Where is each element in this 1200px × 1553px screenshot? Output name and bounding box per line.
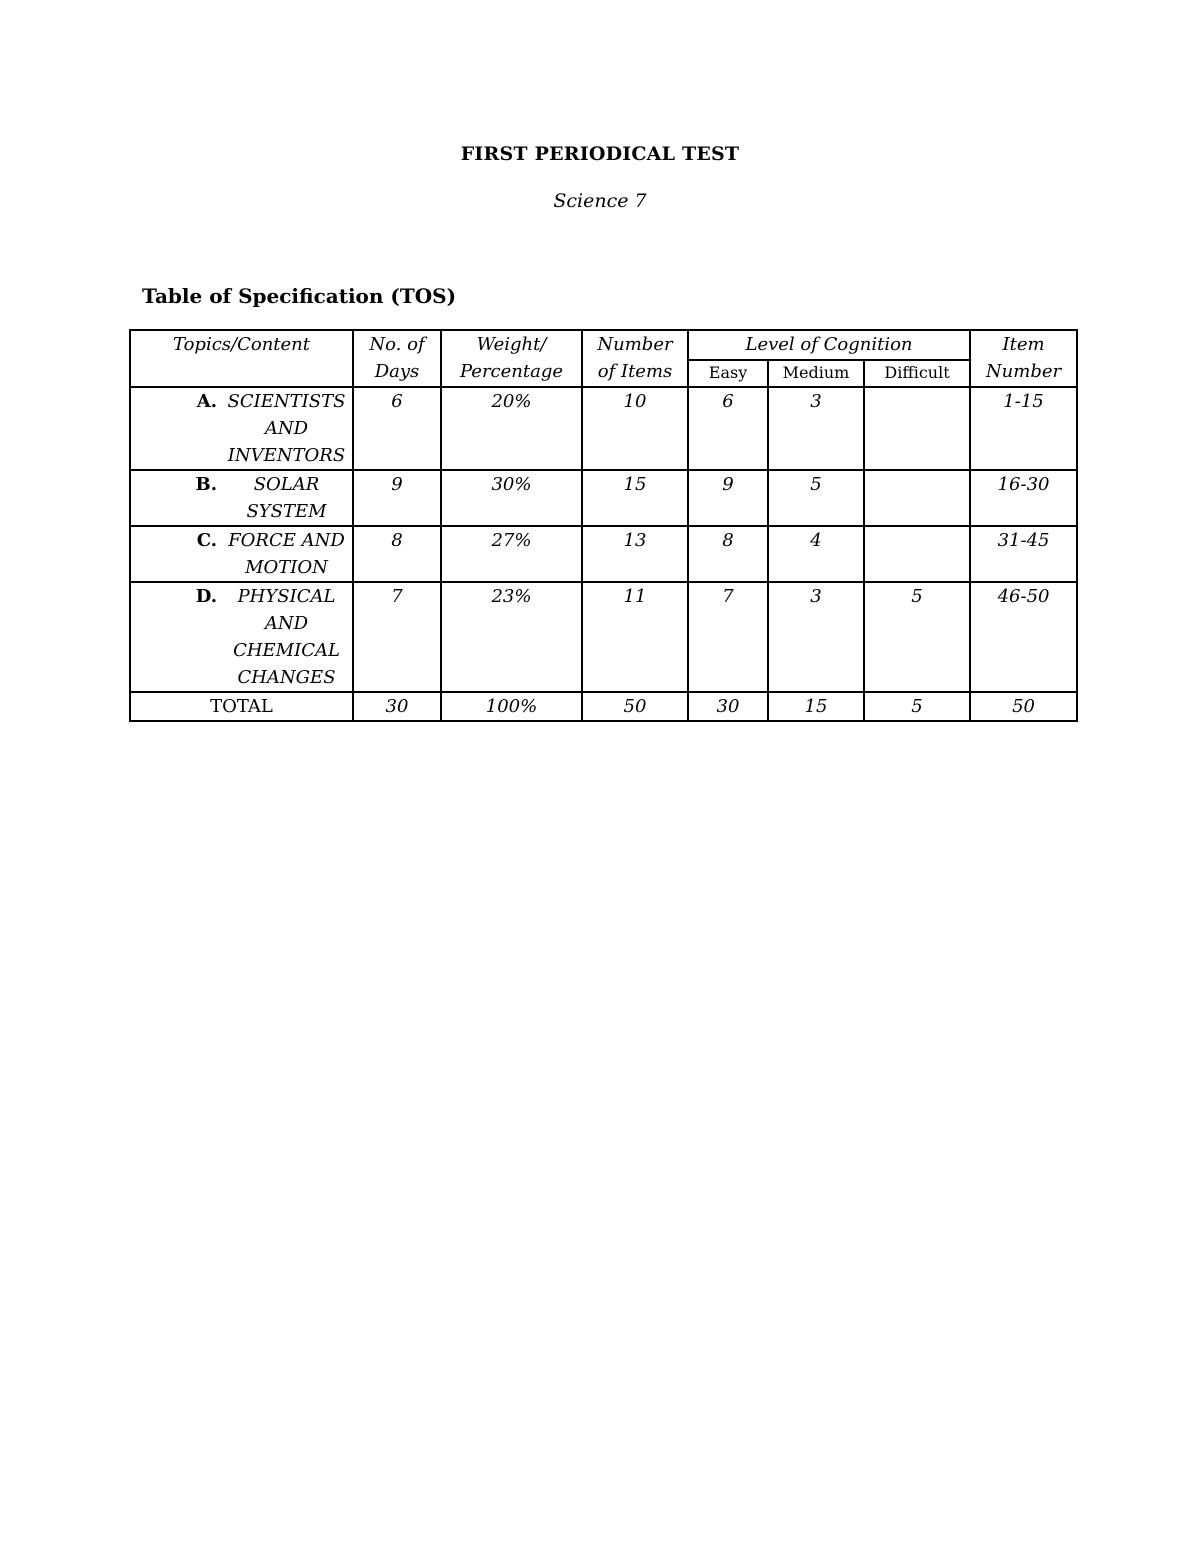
table-row <box>130 387 1077 470</box>
topic-letter: C. <box>196 530 217 551</box>
cell-medium: 3 <box>768 387 864 470</box>
cell-easy: 7 <box>688 582 768 692</box>
cell-difficult <box>864 470 970 526</box>
topic-name: SOLAR SYSTEM <box>246 474 327 522</box>
header-weight: Weight/ Percentage <box>441 330 582 387</box>
cell-days: 8 <box>353 526 441 582</box>
topic-letter: A. <box>196 391 217 412</box>
topic-cell <box>130 526 353 582</box>
header-easy: Easy <box>688 360 768 387</box>
cell-items: 13 <box>582 526 688 582</box>
cell-days: 9 <box>353 470 441 526</box>
cell-weight: 30% <box>441 470 582 526</box>
total-row <box>130 692 1077 721</box>
header-item-number: Item Number <box>970 330 1077 387</box>
cell-days: 7 <box>353 582 441 692</box>
header-cognition: Level of Cognition <box>688 330 970 360</box>
document-subtitle: Science 7 <box>553 190 647 212</box>
cell-weight: 23% <box>441 582 582 692</box>
topic-name: SCIENTISTS AND INVENTORS <box>227 391 346 466</box>
tos-table <box>129 329 1078 722</box>
header-medium: Medium <box>768 360 864 387</box>
document-title: FIRST PERIODICAL TEST <box>460 143 740 165</box>
total-days: 30 <box>353 692 441 721</box>
topic-name: FORCE AND MOTION <box>228 530 345 578</box>
topic-letter: B. <box>195 474 217 495</box>
header-items: Number of Items <box>582 330 688 387</box>
cell-difficult: 5 <box>864 582 970 692</box>
cell-items: 10 <box>582 387 688 470</box>
total-items: 50 <box>582 692 688 721</box>
total-medium: 15 <box>768 692 864 721</box>
cell-easy: 9 <box>688 470 768 526</box>
total-item-number: 50 <box>970 692 1077 721</box>
cell-item-number: 16-30 <box>970 470 1077 526</box>
cell-item-number: 31-45 <box>970 526 1077 582</box>
cell-easy: 8 <box>688 526 768 582</box>
cell-medium: 5 <box>768 470 864 526</box>
header-difficult: Difficult <box>864 360 970 387</box>
topic-letter: D. <box>195 586 217 607</box>
cell-difficult <box>864 387 970 470</box>
cell-weight: 20% <box>441 387 582 470</box>
cell-weight: 27% <box>441 526 582 582</box>
section-title: Table of Specification (TOS) <box>142 284 457 308</box>
topic-name: PHYSICAL AND CHEMICAL CHANGES <box>233 586 340 688</box>
total-difficult: 5 <box>864 692 970 721</box>
header-topics: Topics/Content <box>130 330 353 387</box>
total-weight: 100% <box>441 692 582 721</box>
total-easy: 30 <box>688 692 768 721</box>
cell-easy: 6 <box>688 387 768 470</box>
cell-item-number: 46-50 <box>970 582 1077 692</box>
topic-cell <box>130 387 353 470</box>
topic-cell <box>130 470 353 526</box>
cell-item-number: 1-15 <box>970 387 1077 470</box>
cell-items: 11 <box>582 582 688 692</box>
cell-days: 6 <box>353 387 441 470</box>
table-row <box>130 526 1077 582</box>
table-row <box>130 470 1077 526</box>
cell-medium: 4 <box>768 526 864 582</box>
topic-cell <box>130 582 353 692</box>
cell-difficult <box>864 526 970 582</box>
table-row <box>130 582 1077 692</box>
total-label: TOTAL <box>130 692 353 721</box>
header-days: No. of Days <box>353 330 441 387</box>
cell-medium: 3 <box>768 582 864 692</box>
cell-items: 15 <box>582 470 688 526</box>
